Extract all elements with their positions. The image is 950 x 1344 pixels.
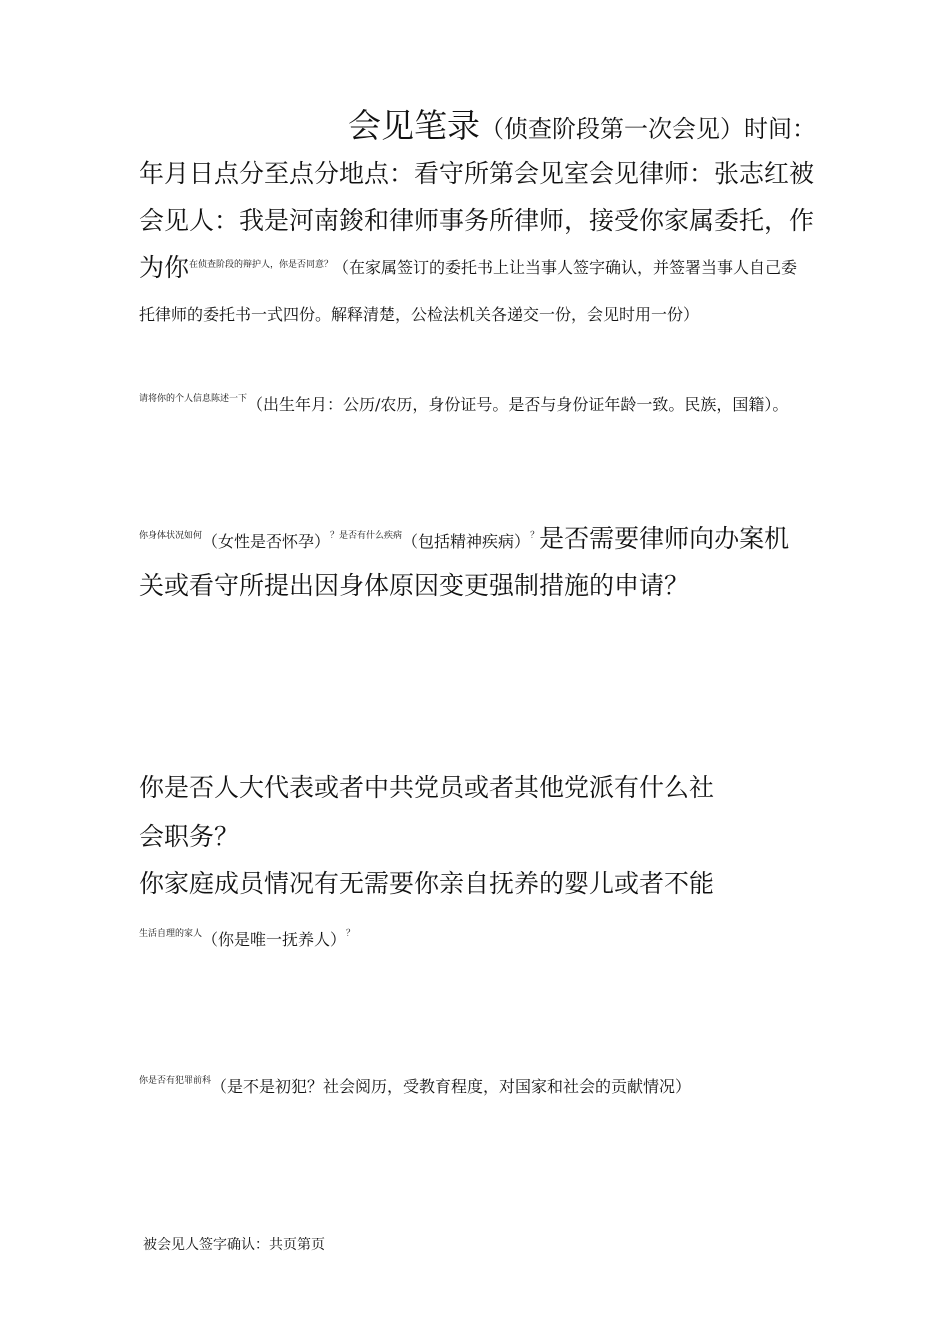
personal-info-note: （出生年月：公历/农历，身份证号。是否与身份证年龄一致。民族，国籍）。 <box>247 395 789 414</box>
document-subtitle: （侦查阶段第一次会见） <box>480 115 744 143</box>
signature-footer: 被会见人签字确认：共页第页 <box>143 1237 325 1253</box>
health-line-1 <box>139 519 789 555</box>
personal-info-question: 请将你的个人信息陈述一下 <box>139 394 248 404</box>
criminal-record-note: （是不是初犯？社会阅历，受教育程度，对国家和社会的贡献情况） <box>211 1077 692 1096</box>
title-line <box>348 100 816 147</box>
health-measure-question: 是否需要律师向办案机 <box>539 524 790 553</box>
intro-line-3-lead: 为你 <box>139 253 190 282</box>
power-of-attorney-note: （在家属签订的委托书上让当事人签字确认，并签署当事人自己委 <box>333 258 798 277</box>
mental-illness-note: （包括精神疾病） <box>402 532 531 551</box>
social-duty-line-2: 会职务？ <box>139 822 240 851</box>
family-line-1: 你家庭成员情况有无需要你亲自抚养的婴儿或者不能 <box>139 869 715 898</box>
family-line-2 <box>139 927 355 950</box>
time-label: 时间： <box>744 115 816 143</box>
health-question: 你身体状况如何 <box>139 531 203 541</box>
sole-caregiver-note: （你是唯一抚养人） <box>202 930 347 949</box>
health-line-2: 关或看守所提出因身体原因变更强制措施的申请？ <box>139 571 690 600</box>
intro-line-4: 托律师的委托书一式四份。解释清楚，公检法机关各递交一份，会见时用一份） <box>139 305 700 324</box>
question-mark-2: ？ <box>346 929 356 939</box>
document-title: 会见笔录 <box>348 106 480 145</box>
dependent-family-question: 生活自理的家人 <box>139 929 203 939</box>
personal-info-line <box>139 392 788 415</box>
intro-line-1: 年月日点分至点分地点：看守所第会见室会见律师：张志红被 <box>139 159 815 188</box>
pregnancy-note: （女性是否怀孕） <box>202 532 331 551</box>
criminal-record-line <box>139 1074 691 1097</box>
intro-line-2: 会见人：我是河南鋑和律师事务所律师，接受你家属委托，作 <box>139 206 815 235</box>
intro-line-3 <box>139 248 797 284</box>
disease-question: ？是否有什么疾病 <box>330 531 403 541</box>
criminal-record-question: 你是否有犯罪前科 <box>139 1076 212 1086</box>
defender-consent-note: 在侦查阶段的辩护人，你是否同意？ <box>189 260 334 270</box>
social-duty-line-1: 你是否人大代表或者中共党员或者其他党派有什么社 <box>139 773 715 802</box>
question-mark: ？ <box>530 531 540 541</box>
